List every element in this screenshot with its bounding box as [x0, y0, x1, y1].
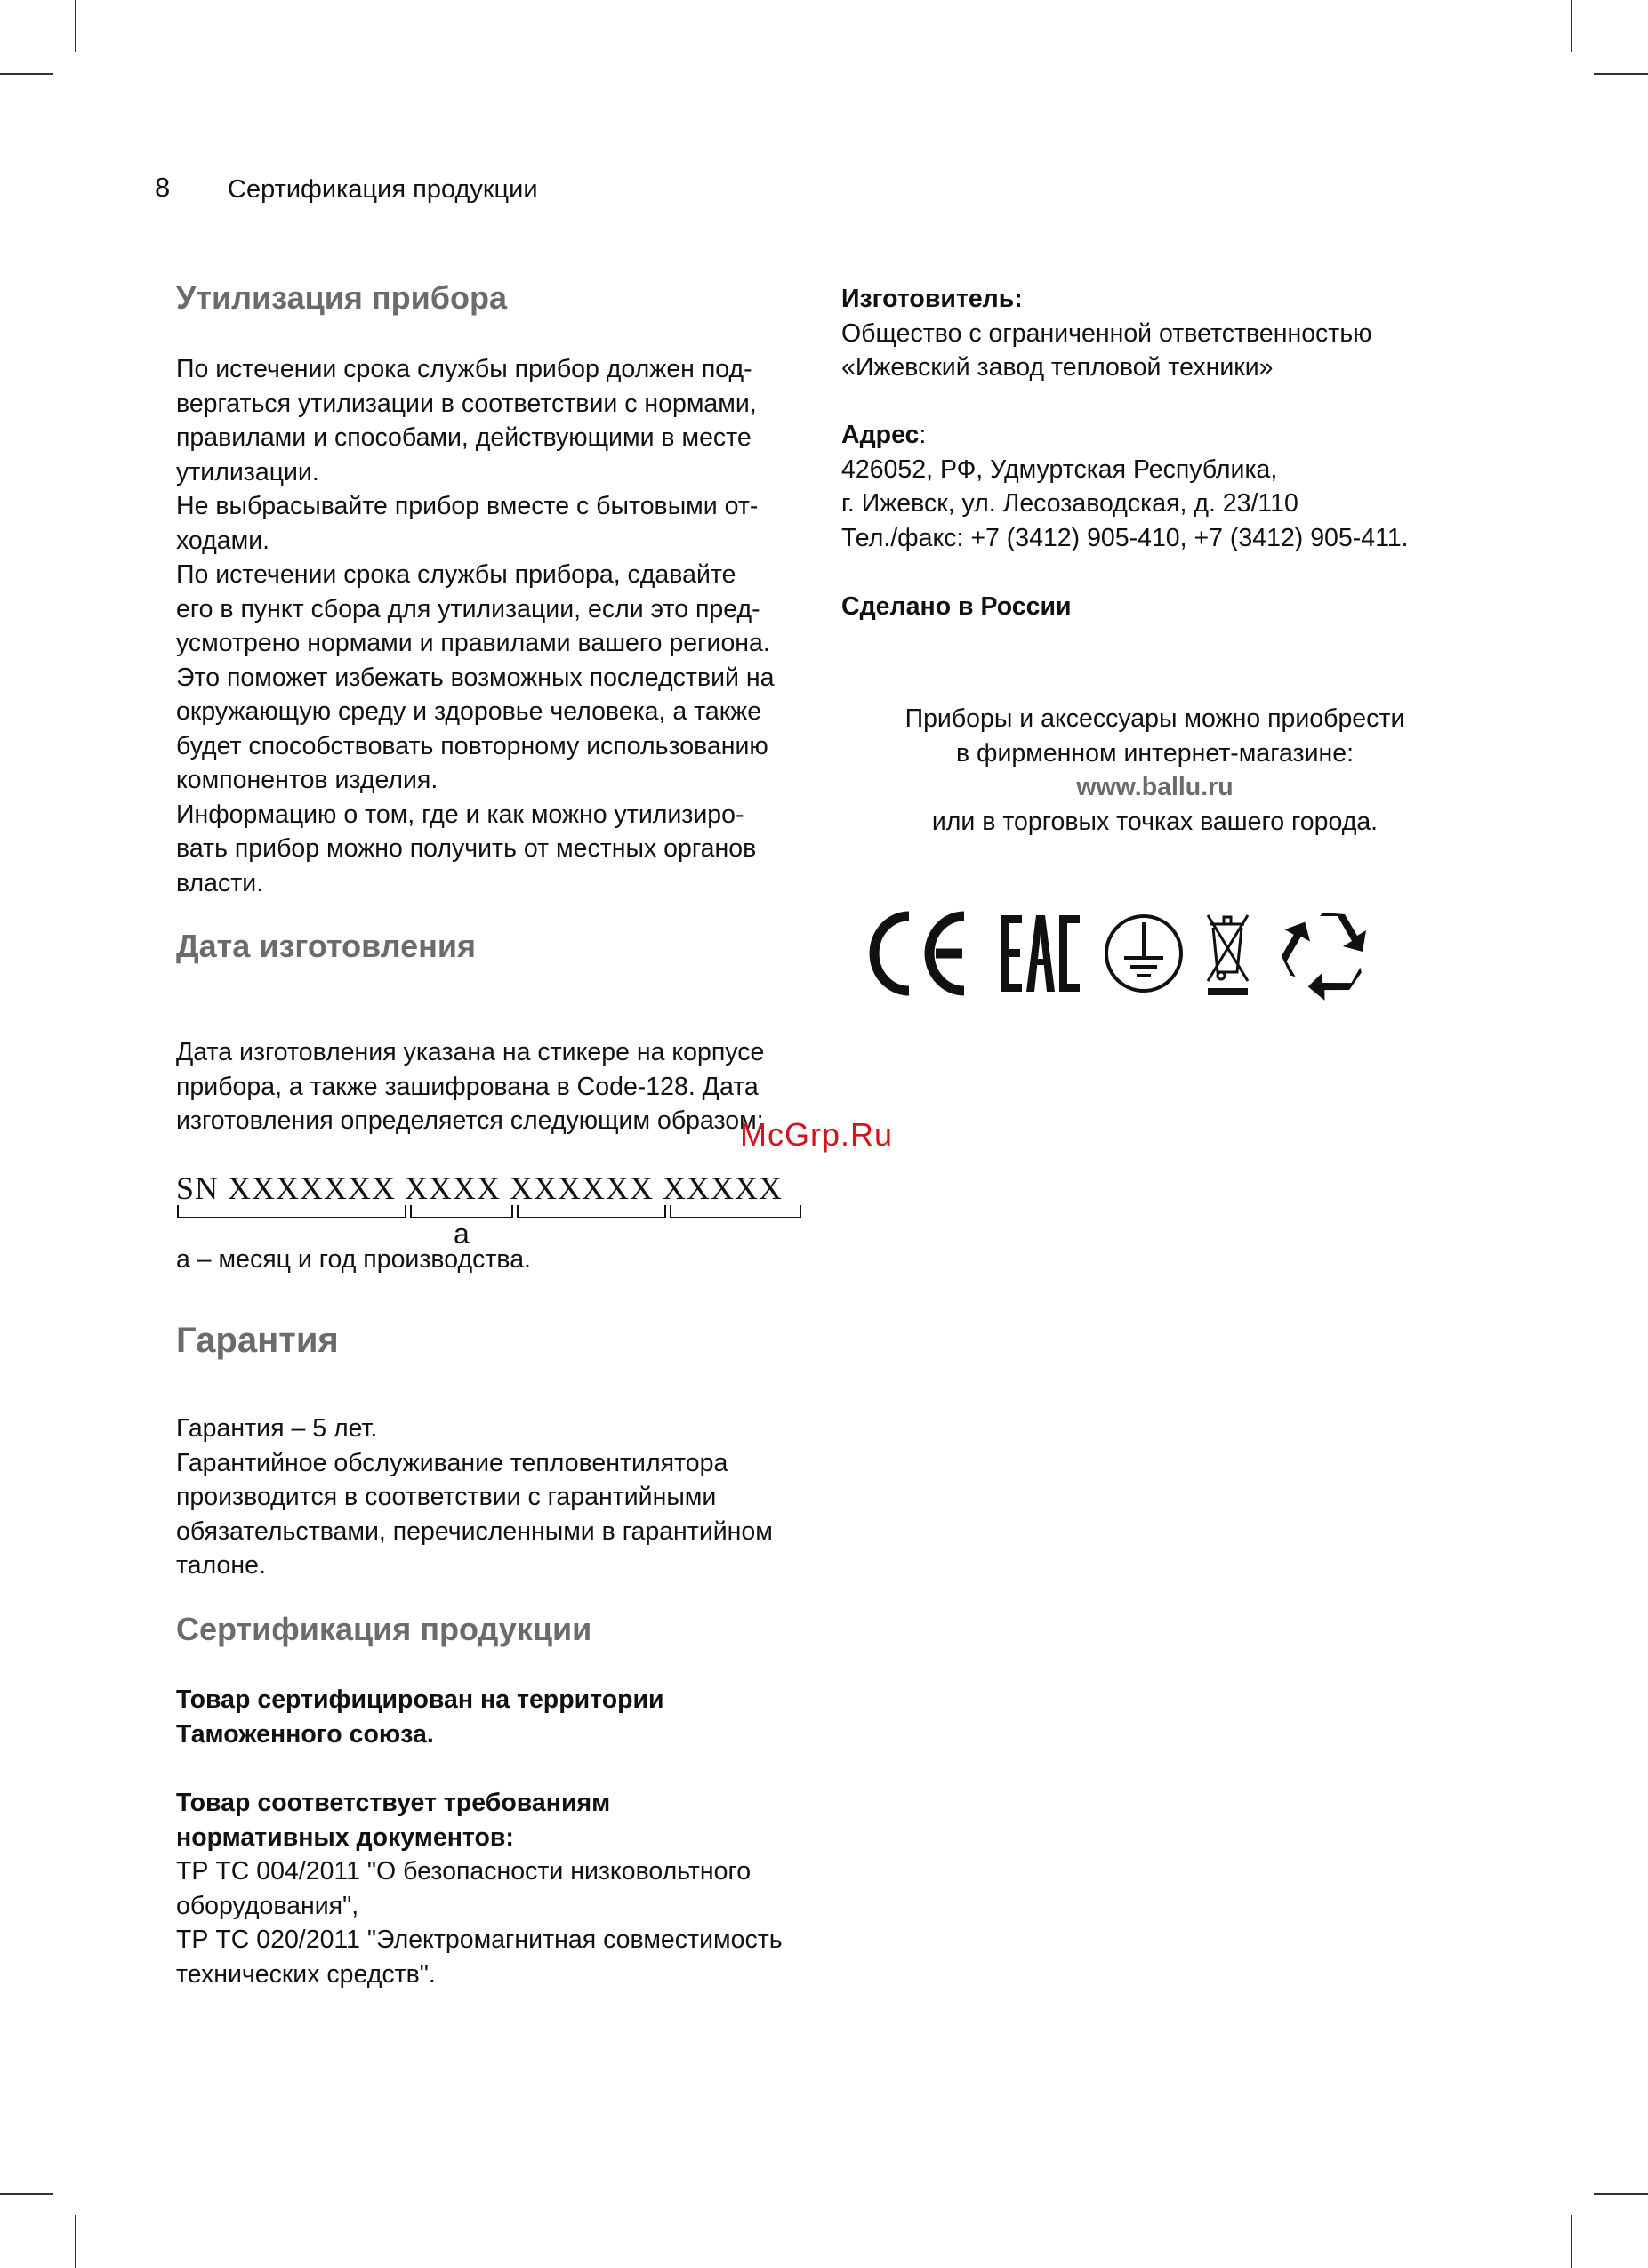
- serial-pattern-text: SN XXXXXXX XXXX XXXXXX XXXXX: [176, 1170, 783, 1206]
- ce-mark-icon: [874, 916, 964, 991]
- text-line: По истечении срока службы прибора, сдавайте: [176, 560, 736, 589]
- text-line: Приборы и аксессуары можно приобрести: [904, 704, 1405, 733]
- certified-statement: [176, 1683, 803, 1751]
- text-line: Товар сертифицирован на территории: [176, 1685, 664, 1714]
- text-line: компонентов изделия.: [176, 766, 438, 794]
- eac-mark-icon: [1001, 915, 1080, 992]
- bracket-group-2: [411, 1205, 512, 1218]
- address-label: Адрес: [841, 421, 920, 449]
- text-line: окружающую среду и здоровье человека, а также: [176, 697, 762, 726]
- serial-group-brackets: [176, 1202, 803, 1223]
- regulation-line: ТР ТС 004/2011 "О безопасности низковольтного: [176, 1857, 752, 1886]
- text-line: 426052, РФ, Удмуртская Республика,: [841, 454, 1278, 484]
- manufacture-date-heading: Дата изготовления: [176, 928, 477, 964]
- text-line: «Ижевский завод тепловой техники»: [841, 353, 1274, 382]
- serial-marker-a: a: [454, 1218, 470, 1250]
- manufacturer-label: Изготовитель:: [841, 285, 1023, 313]
- certification-marks: [856, 903, 1478, 1002]
- recycle-icon: [1269, 913, 1366, 1002]
- text-line: вергаться утилизации в соответствии с нормами,: [176, 389, 757, 418]
- text-line: утилизации.: [176, 457, 319, 487]
- warranty-text: [176, 1411, 803, 1583]
- text-line: По истечении срока службы прибор должен под-: [176, 355, 752, 383]
- made-in-russia: Сделано в России: [841, 592, 1072, 621]
- regulations-block: [176, 1786, 803, 1991]
- text-line: обязательствами, перечисленными в гарантийном: [176, 1516, 773, 1546]
- text-line: в фирменном интернет-магазине:: [955, 738, 1355, 768]
- text-line: Товар соответствует требованиям: [176, 1789, 611, 1817]
- text-line: Таможенного союза.: [176, 1719, 434, 1749]
- crop-mark: [0, 73, 53, 75]
- crop-mark: [1571, 2215, 1572, 2268]
- certification-heading: Сертификация продукции: [176, 1611, 592, 1647]
- crop-mark: [1594, 73, 1648, 75]
- crop-mark: [75, 2215, 76, 2268]
- warranty-heading: Гарантия: [176, 1321, 339, 1360]
- text-line: прибора, а также зашифрована в Code-128. Дата: [176, 1072, 759, 1101]
- text-line: будет способствовать повторному использованию: [176, 731, 768, 760]
- page-number: 8: [155, 172, 171, 203]
- bracket-group-4: [671, 1205, 800, 1218]
- text-line: Это поможет избежать возможных последствий на: [176, 663, 775, 692]
- regulation-line: технических средств".: [176, 1959, 436, 1989]
- address-colon: :: [919, 421, 927, 449]
- text-line: талоне.: [176, 1551, 266, 1580]
- serial-note: a – месяц и год производства.: [176, 1245, 531, 1274]
- text-line: Общество с ограниченной ответственностью: [841, 318, 1372, 348]
- ground-symbol-icon: [1106, 916, 1181, 991]
- text-line: вать прибор можно получить от местных органов: [176, 834, 757, 863]
- text-line: Не выбрасывайте прибор вместе с бытовыми от-: [176, 492, 759, 520]
- text-line: нормативных документов:: [176, 1822, 514, 1852]
- text-line: власти.: [176, 868, 264, 897]
- text-line: Тел./факс: +7 (3412) 905-410, +7 (3412) 905-411.: [841, 523, 1409, 552]
- running-title: Сертификация продукции: [228, 175, 538, 204]
- crop-mark: [1594, 2193, 1648, 2195]
- regulation-line: оборудования",: [176, 1891, 359, 1920]
- text-line: его в пункт сбора для утилизации, если это пред-: [176, 594, 760, 623]
- regulation-line: ТР ТС 020/2011 "Электромагнитная совместимость: [176, 1926, 783, 1954]
- shop-url-link[interactable]: www.ballu.ru: [1076, 773, 1234, 801]
- manufacture-date-text: [176, 1035, 803, 1138]
- crop-mark: [75, 0, 76, 52]
- crop-mark: [1571, 0, 1572, 52]
- manufacturer-block: [841, 282, 1482, 385]
- text-line: Информацию о том, где и как можно утилизиро-: [176, 800, 744, 829]
- disposal-text: [176, 352, 803, 900]
- watermark: McGrp.Ru: [740, 1116, 894, 1153]
- shop-block: [841, 702, 1468, 839]
- crop-mark: [0, 2193, 53, 2195]
- text-line: правилами и способами, действующими в месте: [176, 423, 752, 452]
- text-line: изготовления определяется следующим образом:: [176, 1106, 764, 1135]
- disposal-heading: Утилизация прибора: [176, 279, 507, 316]
- bracket-sn: [178, 1205, 406, 1218]
- text-line: г. Ижевск, ул. Лесозаводская, д. 23/110: [841, 489, 1298, 518]
- crossed-bin-icon: [1208, 915, 1248, 995]
- text-line: или в торговых точках вашего города.: [931, 807, 1379, 836]
- text-line: усмотрено нормами и правилами вашего региона.: [176, 629, 770, 657]
- bracket-group-3: [518, 1205, 665, 1218]
- text-line: Гарантийное обслуживание тепловентилятора: [176, 1448, 728, 1477]
- text-line: Дата изготовления указана на стикере на корпусе: [176, 1038, 765, 1066]
- text-line: Гарантия – 5 лет.: [176, 1414, 378, 1443]
- text-line: производится в соответствии с гарантийными: [176, 1483, 717, 1511]
- address-block: [841, 418, 1482, 555]
- text-line: ходами.: [176, 526, 270, 555]
